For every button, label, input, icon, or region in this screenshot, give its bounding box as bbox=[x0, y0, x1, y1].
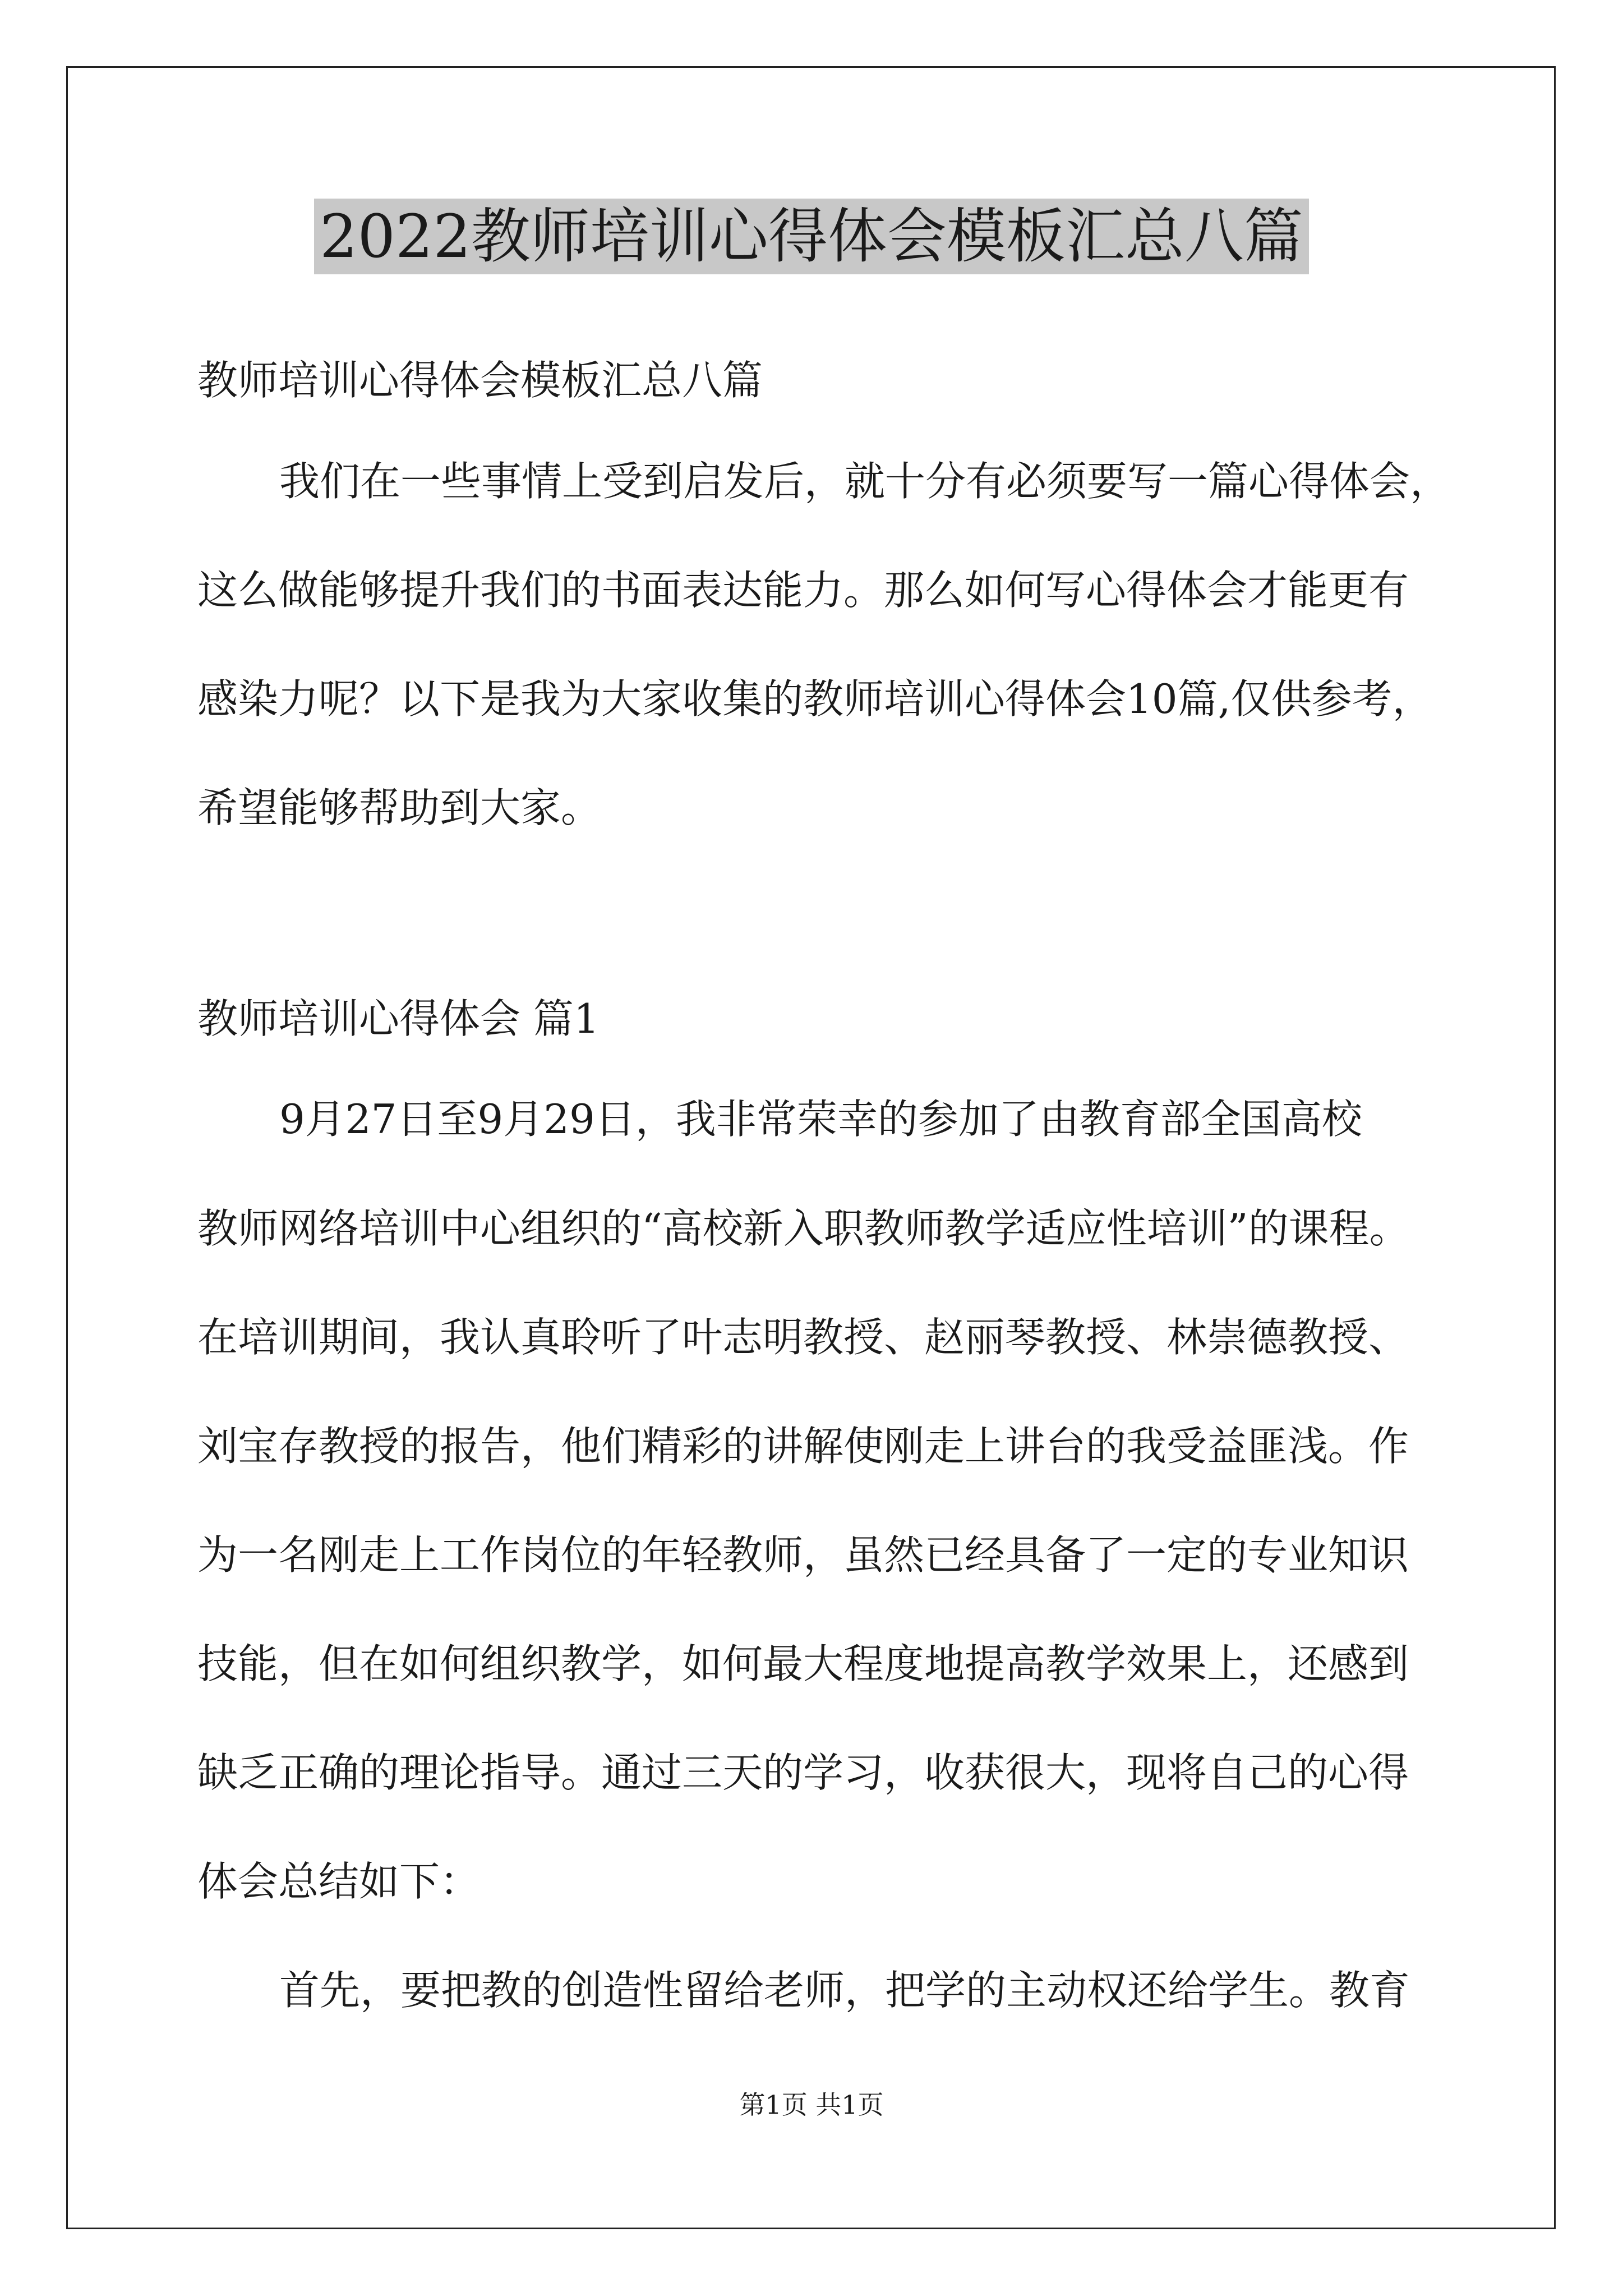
intro-line-3: 感染力呢？以下是我为大家收集的教师培训心得体会10篇,仅供参考， bbox=[197, 675, 1433, 723]
page-footer: 第1页 共1页 bbox=[739, 2090, 884, 2120]
para1-line-7: 缺乏正确的理论指导。通过三天的学习，收获很大，现将自己的心得 bbox=[197, 1749, 1409, 1796]
intro-line-1: 我们在一些事情上受到启发后，就十分有必须要写一篇心得体会， bbox=[279, 458, 1451, 505]
para1-line-4: 刘宝存教授的报告，他们精彩的讲解使刚走上讲台的我受益匪浅。作 bbox=[197, 1423, 1409, 1470]
para1-line-3: 在培训期间，我认真聆听了叶志明教授、赵丽琴教授、林崇德教授、 bbox=[197, 1314, 1409, 1361]
para1-line-2: 教师网络培训中心组织的“高校新入职教师教学适应性培训”的课程。 bbox=[197, 1205, 1410, 1252]
para1-line-5: 为一名刚走上工作岗位的年轻教师，虽然已经具备了一定的专业知识 bbox=[197, 1531, 1409, 1579]
para1-line-6: 技能，但在如何组织教学，如何最大程度地提高教学效果上，还感到 bbox=[197, 1640, 1409, 1687]
para1-line-8: 体会总结如下： bbox=[197, 1858, 481, 1905]
document-title: 2022教师培训心得体会模板汇总八篇 bbox=[0, 197, 1623, 276]
para2-line-1: 首先，要把教的创造性留给老师，把学的主动权还给学生。教育 bbox=[279, 1967, 1410, 2014]
intro-line-4: 希望能够帮助到大家。 bbox=[197, 784, 602, 831]
para1-line-1: 9月27日至9月29日，我非常荣幸的参加了由教育部全国高校 bbox=[279, 1096, 1362, 1143]
section-heading: 教师培训心得体会 篇1 bbox=[197, 995, 600, 1042]
intro-line-2: 这么做能够提升我们的书面表达能力。那么如何写心得体会才能更有 bbox=[197, 567, 1409, 614]
document-subtitle: 教师培训心得体会模板汇总八篇 bbox=[197, 357, 763, 404]
